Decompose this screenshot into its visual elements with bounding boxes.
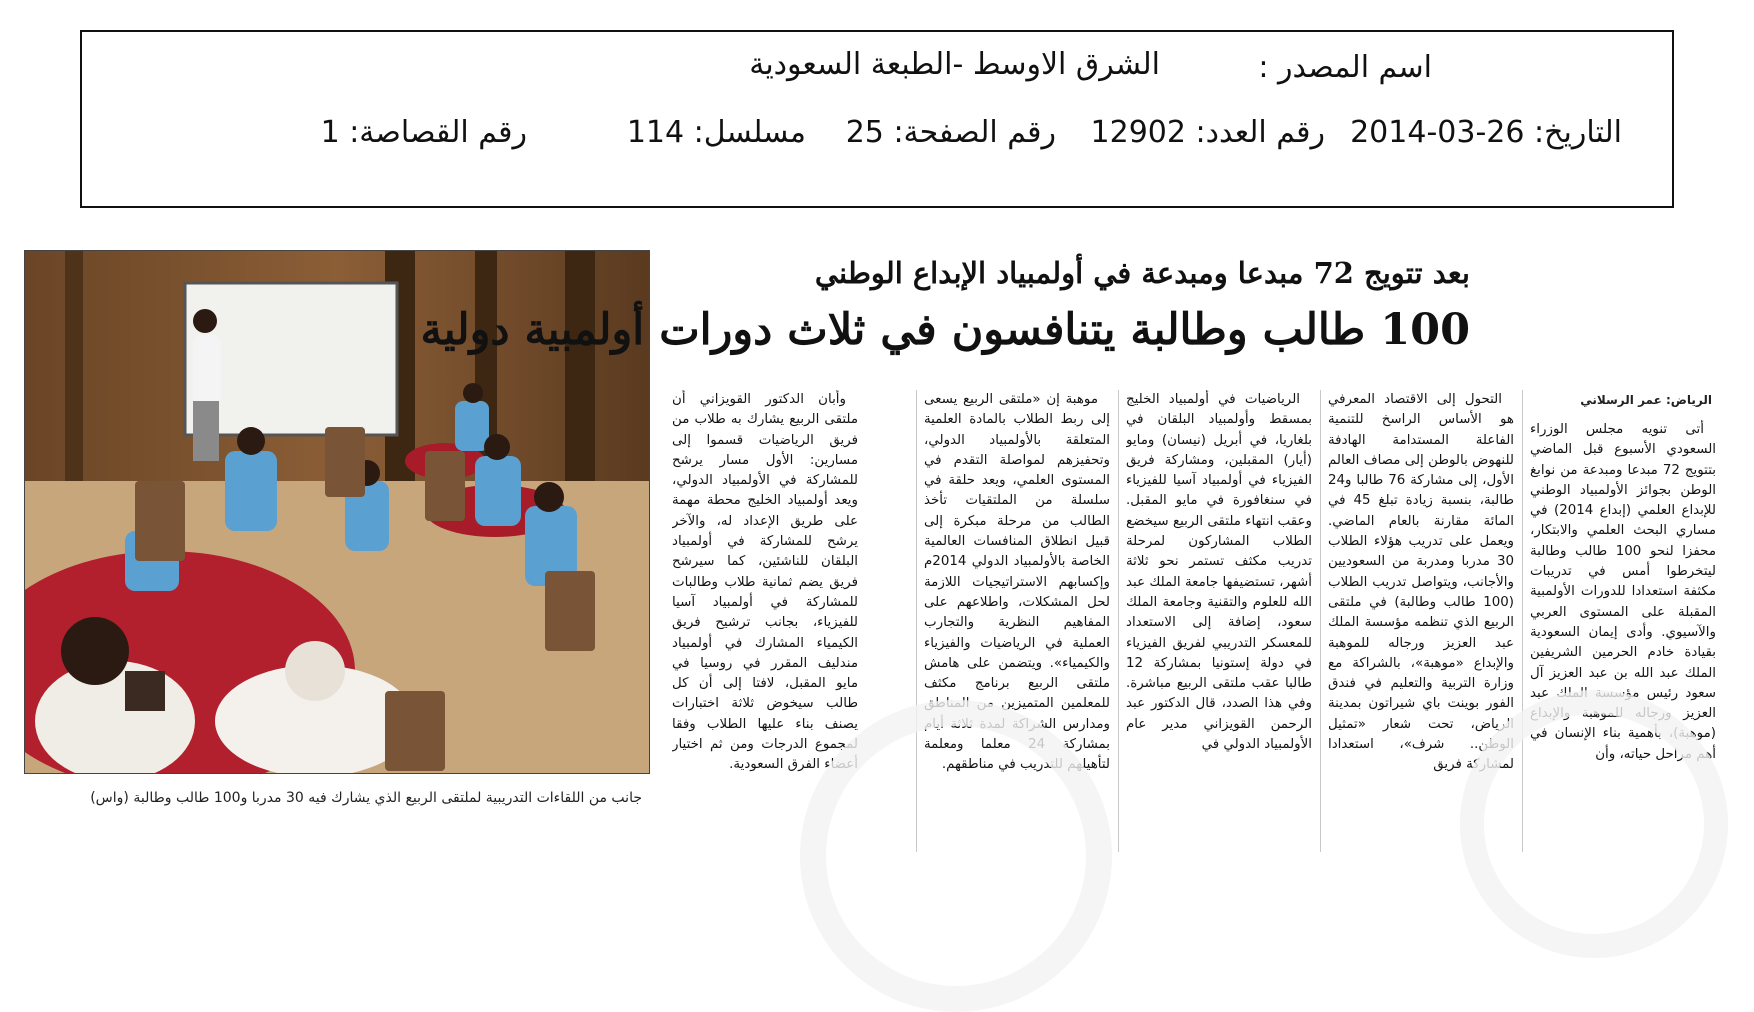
- article-column-5: وأبان الدكتور القويزاني أن ملتقى الربيع يشارك به طلاب من فريق الرياضيات قسموا إلى مسارين: الأول مسار يرشح للمشاركة في الأولمبياد الدولي، ويعد أولمبياد الخليج محطة مهمة على طريق الإعداد له، والآخر يرشح للمشاركة في أولمبياد البلقان للناشئين، كما سيرشح فريق يضم ثمانية طلاب وطالبات للمشاركة في أولمبياد آسيا للفيزياء، بجانب ترشيح فريق الكيمياء المشارك في أولمبياد مندليف المقرر في روسيا في مايو المقبل، لافتا إلى أن كل طالب سيخوض ثلاثة اختبارات يصنف بناء عليها الطلاب وفقا لمجموع الدرجات ومن ثم اختيار أعضاء الفرق السعودية.: [672, 392, 858, 773]
- date-field: التاريخ: 26-03-2014: [1350, 115, 1622, 150]
- article-column-4: موهبة إن «ملتقى الربيع يسعى إلى ربط الطلاب بالمادة العلمية المتعلقة بالأولمبياد الدولي، وتحفيزهم لمواصلة التقدم في المستوى العلمي، ويعد حلقة في سلسلة من الملتقيات تأخذ الطالب من مرحلة مبكرة إلى قبيل انطلاق المنافسات العالمية الخاصة بالأولمبياد الدولي 2014م وإكسابهم الاستراتيجيات اللازمة لحل المشكلات، واطلاعهم على المفاهيم النظرية والتجارب العملية في الرياضيات والفيزياء والكيمياء». ويتضمن على هامش ملتقى الربيع برنامج مكثف للمعلمين المتميزين من المناطق ومدارس الشراكة لمدة ثلاثة أيام بمشاركة 24 معلما ومعلمة لتأهيلهم للتدريب في مناطقهم.: [924, 392, 1110, 773]
- page-number-field: رقم الصفحة: 25: [845, 115, 1056, 150]
- article-kicker: بعد تتويج 72 مبدعا ومبدعة في أولمبياد الإبداع الوطني: [814, 256, 1470, 290]
- source-value: الشرق الاوسط -الطبعة السعودية: [749, 47, 1160, 82]
- article-column-2: التحول إلى الاقتصاد المعرفي هو الأساس الراسخ للتنمية الفاعلة المستدامة الهادفة للنهوض بالوطن إلى مصاف العالم الأول، إلى مشاركة 76 طالبا و24 طالبة، بنسبة زيادة تبلغ 45 في المائة مقارنة بالعام الماضي. ويعمل على تدريب هؤلاء الطلاب 30 مدربا ومدربة من السعوديين والأجانب، ويتواصل تدريب الطلاب (100 طالب وطالبة) في ملتقى الربيع الذي تنظمه مؤسسة الملك عبد العزيز ورجاله للموهبة والإبداع «موهبة»، بالشراكة مع وزارة التربية والتعليم في فندق الفور بوينت باي شيراتون بمدينة الرياض، تحت شعار «تمثيل الوطن.. شرف»، استعدادا لمشاركة فريق: [1328, 392, 1514, 773]
- column-divider: [1320, 390, 1321, 852]
- article-column-3: الرياضيات في أولمبياد الخليج بمسقط وأولمبياد البلقان في بلغاريا، في أبريل (نيسان) ومايو (أيار) المقبلين، ومشاركة فريق الفيزياء في أولمبياد آسيا للفيزياء في سنغافورة في مايو المقبل. وعقب انتهاء ملتقى الربيع سيخضع الطلاب المشاركون لمرحلة تدريب مكثف تستمر نحو ثلاثة أشهر، تستضيفها جامعة الملك عبد الله للعلوم والتقنية وجامعة الملك سعود، إضافة إلى الاستعداد للمعسكر التدريبي لفريق الفيزياء في دولة إستونيا بمشاركة 12 طالبا عقب ملتقى الربيع مباشرة. وفي هذا الصدد، قال الدكتور عبد الرحمن القويزاني مدير عام الأولمبياد الدولي في: [1126, 392, 1312, 753]
- photo-caption: جانب من اللقاءات التدريبية لملتقى الربيع الذي يشارك فيه 30 مدربا و100 طالب وطالبة (واس): [90, 790, 642, 806]
- serial-number-field: مسلسل: 114: [626, 115, 806, 150]
- issue-number-field: رقم العدد: 12902: [1090, 115, 1325, 150]
- column-divider: [1522, 390, 1523, 852]
- clipping-number-field: رقم القصاصة: 1: [320, 115, 527, 150]
- source-info-box: [80, 30, 1674, 208]
- article-byline: الرياض: عمر الرسلاني: [1580, 393, 1712, 407]
- column-divider: [916, 390, 917, 852]
- column-divider: [1118, 390, 1119, 852]
- article-headline: 100 طالب وطالبة يتنافسون في ثلاث دورات أولمبية دولية: [420, 305, 1470, 355]
- newspaper-clipping: [22, 250, 1734, 860]
- source-label: اسم المصدر :: [1258, 50, 1432, 85]
- article-column-1: أتى تنويه مجلس الوزراء السعودي الأسبوع قبل الماضي بتتويج 72 مبدعا ومبدعة من نوابغ الوطن بجوائز الأولمبياد الوطني للإبداع العلمي (إبداع 2014) في مساري البحث العلمي والابتكار، محفزا لنحو 100 طالب وطالبة ليتخرطوا أمس في تدريبات مكثفة استعدادا للدورات الأولمبية المقبلة على المستوى العربي والآسيوي. وأدى إيمان السعودية بقيادة خادم الحرمين الشريفين الملك عبد الله بن عبد العزيز آل سعود رئيس مؤسسة الملك عبد العزيز ورجاله للموهبة والإبداع (موهبة)، بأهمية بناء الإنسان في أهم مراحل حياته، وأن: [1530, 422, 1716, 762]
